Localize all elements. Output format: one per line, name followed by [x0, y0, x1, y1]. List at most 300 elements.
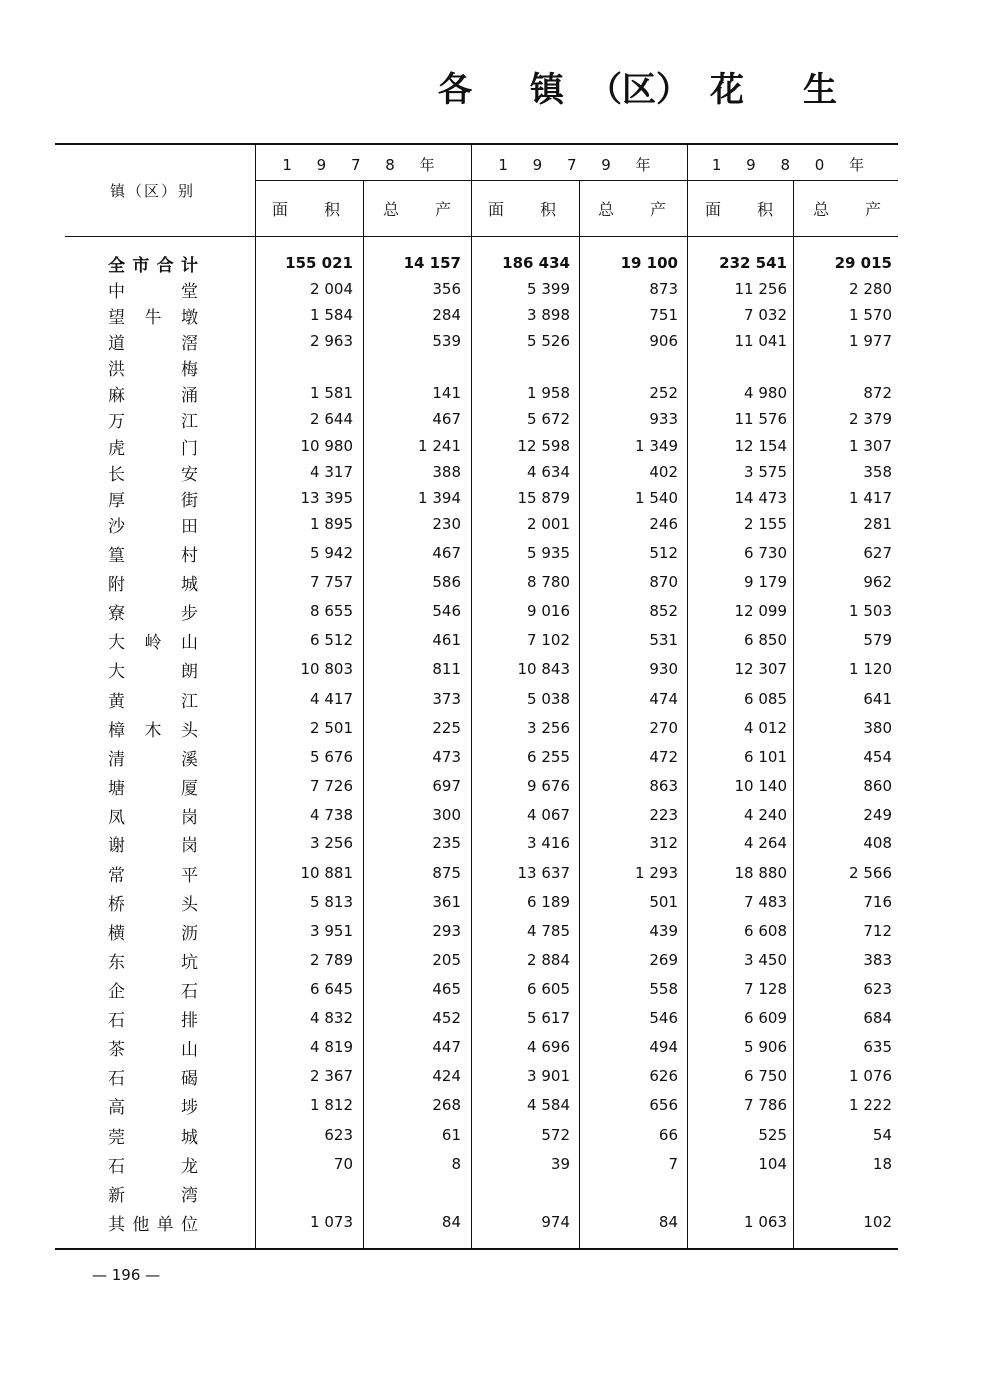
table-row: [0, 802, 1000, 828]
table-row: [0, 744, 1000, 770]
area-cell: 70: [333, 1155, 353, 1173]
table-row: [0, 302, 1000, 328]
table-row: [0, 773, 1000, 799]
area-cell: 13 395: [300, 489, 353, 507]
area-cell: [263, 354, 353, 380]
table-row: [0, 1209, 1000, 1235]
page-number: — 196 —: [92, 1266, 161, 1284]
area-cell: 4 819: [310, 1038, 353, 1056]
town-name: 常 平: [108, 865, 198, 886]
output-cell: 102: [863, 1213, 892, 1231]
title-char: 镇: [530, 70, 564, 110]
area-cell: 6 085: [744, 690, 787, 708]
area-cell: 2 501: [310, 719, 353, 737]
area-cell: 9 016: [527, 602, 570, 620]
area-cell: [480, 1180, 570, 1206]
area-cell: 7 128: [744, 980, 787, 998]
output-cell: 870: [649, 573, 678, 591]
town-name: 莞 城: [108, 1127, 198, 1148]
table-row: [0, 1180, 1000, 1206]
output-cell: 1 293: [635, 864, 678, 882]
output-cell: 465: [432, 980, 461, 998]
town-name: 石 龙: [108, 1156, 198, 1177]
area-cell: 5 942: [310, 544, 353, 562]
output-cell: 284: [432, 306, 461, 324]
output-cell: 141: [432, 384, 461, 402]
town-name: 黄 江: [108, 691, 198, 712]
area-cell: 4 264: [744, 834, 787, 852]
town-name: 全 市 合 计: [108, 255, 198, 276]
town-name: 凤 岗: [108, 807, 198, 828]
area-cell: 2 367: [310, 1067, 353, 1085]
area-cell: 4 738: [310, 806, 353, 824]
area-cell: 5 399: [527, 280, 570, 298]
area-cell: 2 963: [310, 332, 353, 350]
output-cell: 1 540: [635, 489, 678, 507]
area-header: 面 积: [488, 199, 557, 219]
output-cell: 626: [649, 1067, 678, 1085]
output-cell: 1 120: [849, 660, 892, 678]
area-cell: 4 584: [527, 1096, 570, 1114]
output-cell: 268: [432, 1096, 461, 1114]
area-cell: 3 951: [310, 922, 353, 940]
table-top-rule: [55, 143, 898, 145]
area-cell: 6 609: [744, 1009, 787, 1027]
output-cell: 84: [441, 1213, 461, 1231]
area-cell: 3 901: [527, 1067, 570, 1085]
output-cell: 424: [432, 1067, 461, 1085]
town-name: 道 滘: [108, 333, 198, 354]
town-name: 石 碣: [108, 1068, 198, 1089]
output-cell: 408: [863, 834, 892, 852]
output-cell: 863: [649, 777, 678, 795]
output-cell: 235: [432, 834, 461, 852]
area-cell: 8 780: [527, 573, 570, 591]
town-name: 东 坑: [108, 952, 198, 973]
output-cell: 66: [658, 1126, 678, 1144]
area-cell: 186 434: [502, 254, 570, 272]
output-cell: 906: [649, 332, 678, 350]
area-cell: 6 255: [527, 748, 570, 766]
town-name: 茶 山: [108, 1039, 198, 1060]
area-cell: 15 879: [517, 489, 570, 507]
output-cell: 872: [863, 384, 892, 402]
table-row: [0, 328, 1000, 354]
town-name: 附 城: [108, 574, 198, 595]
area-cell: 10 843: [517, 660, 570, 678]
table-row: [0, 598, 1000, 624]
output-cell: 494: [649, 1038, 678, 1056]
town-name: 中 堂: [108, 281, 198, 302]
output-cell: 439: [649, 922, 678, 940]
output-cell: 454: [863, 748, 892, 766]
output-header: 总 产: [813, 199, 882, 219]
area-cell: 1 584: [310, 306, 353, 324]
area-cell: 12 099: [734, 602, 787, 620]
output-cell: 930: [649, 660, 678, 678]
area-cell: 5 813: [310, 893, 353, 911]
area-cell: 1 073: [310, 1213, 353, 1231]
town-name: 高 埗: [108, 1097, 198, 1118]
output-cell: 380: [863, 719, 892, 737]
area-cell: 12 598: [517, 437, 570, 455]
table-row: [0, 976, 1000, 1002]
year-header-1979: 1 9 7 9 年: [498, 155, 661, 174]
output-cell: 684: [863, 1009, 892, 1027]
area-cell: 6 605: [527, 980, 570, 998]
output-cell: 712: [863, 922, 892, 940]
year-header-1980: 1 9 8 0 年: [711, 155, 875, 174]
output-cell: 467: [432, 544, 461, 562]
table-row: [0, 1063, 1000, 1089]
area-cell: 5 617: [527, 1009, 570, 1027]
output-cell: 501: [649, 893, 678, 911]
area-cell: 1 581: [310, 384, 353, 402]
area-cell: 4 317: [310, 463, 353, 481]
town-name: 万 江: [108, 411, 198, 432]
table-bottom-rule: [55, 1248, 898, 1250]
output-cell: 1 222: [849, 1096, 892, 1114]
area-cell: 5 676: [310, 748, 353, 766]
area-cell: 3 256: [310, 834, 353, 852]
output-cell: 751: [649, 306, 678, 324]
output-cell: 223: [649, 806, 678, 824]
area-header: 面 积: [705, 199, 774, 219]
output-cell: 246: [649, 515, 678, 533]
area-cell: 10 881: [300, 864, 353, 882]
output-cell: 293: [432, 922, 461, 940]
area-cell: 974: [541, 1213, 570, 1231]
area-cell: 10 140: [734, 777, 787, 795]
town-name: 虎 门: [108, 438, 198, 459]
area-cell: 232 541: [719, 254, 787, 272]
area-cell: 4 417: [310, 690, 353, 708]
output-cell: 933: [649, 410, 678, 428]
area-cell: 4 012: [744, 719, 787, 737]
output-cell: 697: [432, 777, 461, 795]
table-row: [0, 889, 1000, 915]
area-cell: 7 757: [310, 573, 353, 591]
output-cell: 54: [872, 1126, 892, 1144]
output-header: 总 产: [598, 199, 667, 219]
area-cell: 6 101: [744, 748, 787, 766]
output-cell: [588, 1180, 678, 1206]
town-name: 大 朗: [108, 661, 198, 682]
output-cell: 249: [863, 806, 892, 824]
area-cell: 155 021: [285, 254, 353, 272]
town-name: 清 溪: [108, 749, 198, 770]
output-cell: [588, 354, 678, 380]
area-cell: 3 256: [527, 719, 570, 737]
output-cell: 402: [649, 463, 678, 481]
output-cell: 383: [863, 951, 892, 969]
area-cell: 11 576: [734, 410, 787, 428]
table-row: [0, 1122, 1000, 1148]
output-header: 总 产: [383, 199, 452, 219]
output-cell: 641: [863, 690, 892, 708]
output-cell: 656: [649, 1096, 678, 1114]
output-cell: 635: [863, 1038, 892, 1056]
output-cell: 1 977: [849, 332, 892, 350]
area-cell: 1 812: [310, 1096, 353, 1114]
area-cell: 7 102: [527, 631, 570, 649]
town-name: 望 牛 墩: [108, 307, 198, 328]
town-name: 寮 步: [108, 603, 198, 624]
output-cell: 356: [432, 280, 461, 298]
title-char: 生: [803, 70, 837, 110]
area-cell: 6 512: [310, 631, 353, 649]
area-cell: 6 850: [744, 631, 787, 649]
area-cell: 4 240: [744, 806, 787, 824]
area-cell: 4 832: [310, 1009, 353, 1027]
output-cell: 1 394: [418, 489, 461, 507]
output-cell: 546: [649, 1009, 678, 1027]
town-name: 厚 街: [108, 490, 198, 511]
area-cell: 7 726: [310, 777, 353, 795]
area-cell: 11 256: [734, 280, 787, 298]
area-cell: 4 067: [527, 806, 570, 824]
output-cell: 472: [649, 748, 678, 766]
area-cell: 14 473: [734, 489, 787, 507]
output-cell: 2 280: [849, 280, 892, 298]
town-name: 麻 涌: [108, 385, 198, 406]
town-name: 企 石: [108, 981, 198, 1002]
output-cell: [371, 1180, 461, 1206]
area-cell: 1 958: [527, 384, 570, 402]
output-cell: 205: [432, 951, 461, 969]
output-cell: 230: [432, 515, 461, 533]
title-char: 花: [710, 70, 744, 110]
area-cell: 572: [541, 1126, 570, 1144]
area-cell: 5 672: [527, 410, 570, 428]
output-cell: 8: [451, 1155, 461, 1173]
output-cell: 269: [649, 951, 678, 969]
output-cell: 811: [432, 660, 461, 678]
town-name: 洪 梅: [108, 359, 198, 380]
output-cell: [371, 354, 461, 380]
town-name: 谢 岗: [108, 835, 198, 856]
area-cell: 5 526: [527, 332, 570, 350]
table-row: [0, 1092, 1000, 1118]
output-cell: 388: [432, 463, 461, 481]
table-row: [0, 947, 1000, 973]
town-name: 桥 头: [108, 894, 198, 915]
area-cell: 5 935: [527, 544, 570, 562]
output-cell: 300: [432, 806, 461, 824]
area-cell: 4 696: [527, 1038, 570, 1056]
output-cell: 873: [649, 280, 678, 298]
table-row: [0, 715, 1000, 741]
area-cell: 6 189: [527, 893, 570, 911]
output-cell: 546: [432, 602, 461, 620]
output-cell: 61: [441, 1126, 461, 1144]
area-cell: 10 980: [300, 437, 353, 455]
area-cell: 39: [550, 1155, 570, 1173]
table-row: [0, 1151, 1000, 1177]
area-cell: 2 155: [744, 515, 787, 533]
area-cell: 104: [758, 1155, 787, 1173]
output-cell: 2 566: [849, 864, 892, 882]
area-cell: 3 898: [527, 306, 570, 324]
output-cell: 361: [432, 893, 461, 911]
output-cell: 627: [863, 544, 892, 562]
area-cell: 6 730: [744, 544, 787, 562]
output-cell: 7: [668, 1155, 678, 1173]
output-cell: 2 379: [849, 410, 892, 428]
output-cell: 461: [432, 631, 461, 649]
output-cell: 875: [432, 864, 461, 882]
town-name: 石 排: [108, 1010, 198, 1031]
area-cell: 13 637: [517, 864, 570, 882]
output-cell: [802, 354, 892, 380]
output-cell: 1 307: [849, 437, 892, 455]
town-name: 篁 村: [108, 545, 198, 566]
table-row: [0, 918, 1000, 944]
output-cell: 474: [649, 690, 678, 708]
table-row: [0, 1005, 1000, 1031]
output-cell: 586: [432, 573, 461, 591]
output-cell: 558: [649, 980, 678, 998]
area-cell: 7 032: [744, 306, 787, 324]
area-cell: 12 307: [734, 660, 787, 678]
output-cell: 539: [432, 332, 461, 350]
town-name: 大 岭 山: [108, 632, 198, 653]
table-row: [0, 569, 1000, 595]
area-cell: 3 416: [527, 834, 570, 852]
output-cell: [802, 1180, 892, 1206]
row-header-label: 镇（区）别: [110, 182, 196, 200]
output-cell: 270: [649, 719, 678, 737]
output-cell: 84: [658, 1213, 678, 1231]
area-cell: [263, 1180, 353, 1206]
table-row: [0, 830, 1000, 856]
output-cell: 29 015: [834, 254, 892, 272]
output-cell: 1 076: [849, 1067, 892, 1085]
output-cell: 1 570: [849, 306, 892, 324]
area-cell: [697, 354, 787, 380]
title-char: （区）: [588, 70, 690, 110]
output-cell: 1 349: [635, 437, 678, 455]
area-cell: 3 575: [744, 463, 787, 481]
output-cell: 312: [649, 834, 678, 852]
town-name: 长 安: [108, 464, 198, 485]
table-row: [0, 860, 1000, 886]
area-cell: [480, 354, 570, 380]
area-header: 面 积: [272, 199, 341, 219]
area-cell: 5 038: [527, 690, 570, 708]
output-cell: 623: [863, 980, 892, 998]
table-row: [0, 540, 1000, 566]
output-cell: 19 100: [620, 254, 678, 272]
area-cell: 4 634: [527, 463, 570, 481]
area-cell: 6 608: [744, 922, 787, 940]
area-cell: 2 001: [527, 515, 570, 533]
area-cell: 10 803: [300, 660, 353, 678]
area-cell: 7 483: [744, 893, 787, 911]
area-cell: 5 906: [744, 1038, 787, 1056]
town-name: 樟 木 头: [108, 720, 198, 741]
table-row: [0, 686, 1000, 712]
area-cell: 7 786: [744, 1096, 787, 1114]
table-row: [0, 433, 1000, 459]
area-cell: 6 645: [310, 980, 353, 998]
area-cell: 4 980: [744, 384, 787, 402]
output-cell: 467: [432, 410, 461, 428]
output-cell: 962: [863, 573, 892, 591]
area-cell: 525: [758, 1126, 787, 1144]
header-rule: [65, 236, 898, 237]
area-cell: 18 880: [734, 864, 787, 882]
area-cell: 2 644: [310, 410, 353, 428]
table-row: [0, 485, 1000, 511]
output-cell: 447: [432, 1038, 461, 1056]
table-row: [0, 459, 1000, 485]
area-cell: 9 676: [527, 777, 570, 795]
output-cell: 225: [432, 719, 461, 737]
page-title: [438, 62, 858, 108]
output-cell: 1 503: [849, 602, 892, 620]
area-cell: 2 789: [310, 951, 353, 969]
table-row: [0, 406, 1000, 432]
output-cell: 716: [863, 893, 892, 911]
area-cell: 8 655: [310, 602, 353, 620]
total-row: [0, 250, 1000, 276]
table-row: [0, 511, 1000, 537]
table-row: [0, 627, 1000, 653]
table-row: [0, 656, 1000, 682]
output-cell: 512: [649, 544, 678, 562]
area-cell: 12 154: [734, 437, 787, 455]
area-cell: 6 750: [744, 1067, 787, 1085]
area-cell: 4 785: [527, 922, 570, 940]
town-name: 塘 厦: [108, 778, 198, 799]
area-cell: 9 179: [744, 573, 787, 591]
table-row: [0, 1034, 1000, 1060]
title-char: 各: [438, 70, 472, 110]
table-row: [0, 380, 1000, 406]
town-name: 沙 田: [108, 516, 198, 537]
area-cell: 623: [324, 1126, 353, 1144]
area-cell: 11 041: [734, 332, 787, 350]
area-cell: 2 004: [310, 280, 353, 298]
output-cell: 860: [863, 777, 892, 795]
area-cell: [697, 1180, 787, 1206]
output-cell: 358: [863, 463, 892, 481]
output-cell: 852: [649, 602, 678, 620]
output-cell: 1 241: [418, 437, 461, 455]
area-cell: 3 450: [744, 951, 787, 969]
output-cell: 579: [863, 631, 892, 649]
town-name: 横 沥: [108, 923, 198, 944]
output-cell: 14 157: [403, 254, 461, 272]
table-row: [0, 276, 1000, 302]
table-row: [0, 354, 1000, 380]
output-cell: 373: [432, 690, 461, 708]
output-cell: 281: [863, 515, 892, 533]
area-cell: 1 063: [744, 1213, 787, 1231]
area-cell: 1 895: [310, 515, 353, 533]
output-cell: 473: [432, 748, 461, 766]
area-cell: 2 884: [527, 951, 570, 969]
output-cell: 252: [649, 384, 678, 402]
town-name: 其 他 单 位: [108, 1214, 198, 1235]
output-cell: 531: [649, 631, 678, 649]
town-name: 新 湾: [108, 1185, 198, 1206]
output-cell: 18: [872, 1155, 892, 1173]
output-cell: 452: [432, 1009, 461, 1027]
year-header-1978: 1 9 7 8 年: [282, 155, 445, 174]
output-cell: 1 417: [849, 489, 892, 507]
